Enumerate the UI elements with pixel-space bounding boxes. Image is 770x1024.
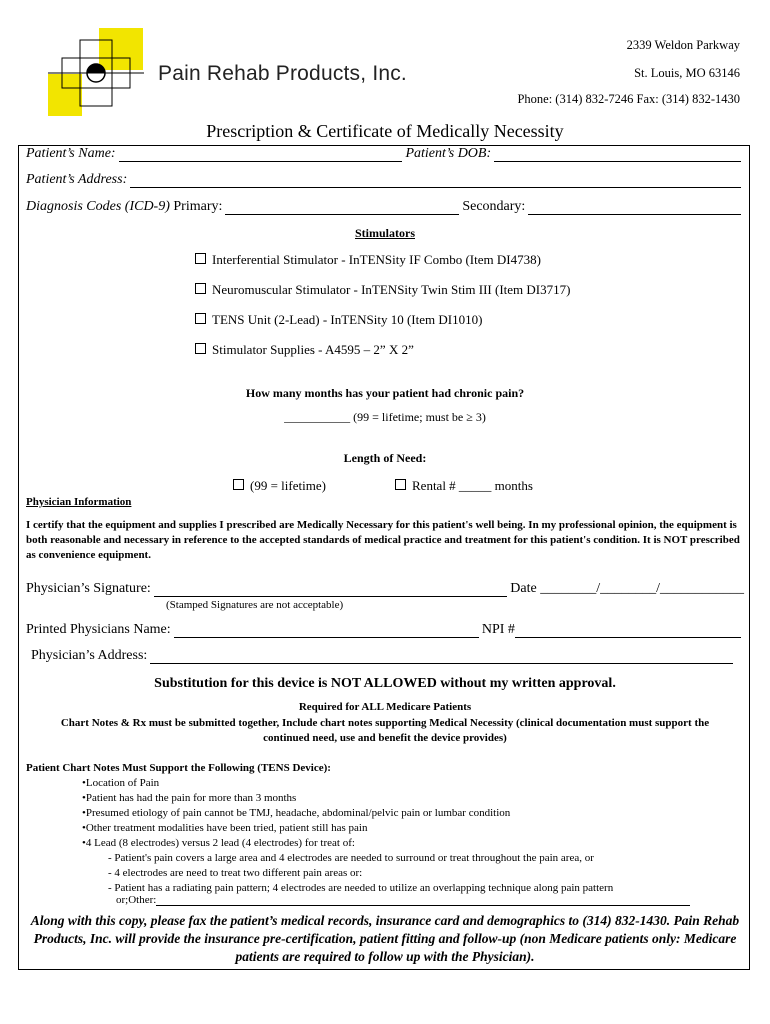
address-line1: 2339 Weldon Parkway bbox=[626, 38, 740, 52]
other-field[interactable] bbox=[156, 895, 690, 906]
company-name: Pain Rehab Products, Inc. bbox=[158, 62, 407, 85]
patient-dob-label: Patient’s DOB: bbox=[405, 146, 492, 161]
lead-reasons-list bbox=[108, 851, 613, 896]
checkbox[interactable] bbox=[195, 253, 206, 264]
pain-question: How many months has your patient had chronic pain? bbox=[245, 386, 525, 400]
stimulator-label: TENS Unit (2-Lead) - InTENSity 10 (Item DI1010) bbox=[212, 312, 483, 327]
printed-name-label: Printed Physicians Name: bbox=[26, 622, 171, 637]
other-label: or;Other: bbox=[116, 894, 157, 906]
stimulators-heading: Stimulators bbox=[355, 226, 415, 240]
chart-notes-list bbox=[82, 776, 510, 851]
pain-months-field[interactable]: ___________ (99 = lifetime; must be ≥ 3) bbox=[284, 410, 486, 424]
patient-dob-field[interactable] bbox=[494, 149, 741, 162]
list-item: - 4 electrodes are need to treat two different pain areas or: bbox=[108, 866, 613, 881]
diagnosis-row bbox=[26, 199, 744, 215]
signature-label: Physician’s Signature: bbox=[26, 581, 151, 596]
phone-fax: Phone: (314) 832-7246 Fax: (314) 832-1430 bbox=[517, 92, 740, 106]
stimulator-option-2[interactable] bbox=[195, 282, 570, 298]
list-item: • Presumed etiology of pain cannot be TMJ, headache, abdominal/pelvic pain or lumbar condition bbox=[82, 806, 510, 821]
stimulator-option-3[interactable] bbox=[195, 312, 482, 328]
checkbox[interactable] bbox=[195, 343, 206, 354]
secondary-code-field[interactable] bbox=[528, 202, 741, 215]
patient-name-label: Patient’s Name: bbox=[26, 146, 116, 161]
stimulator-label: Neuromuscular Stimulator - InTENSity Twin Stim III (Item DI3717) bbox=[212, 282, 571, 297]
patient-name-field[interactable] bbox=[119, 149, 403, 162]
list-item: • Other treatment modalities have been tried, patient still has pain bbox=[82, 821, 510, 836]
checkbox[interactable] bbox=[195, 283, 206, 294]
printed-name-row bbox=[26, 622, 744, 638]
physician-address-row bbox=[31, 648, 736, 664]
signature-row bbox=[26, 581, 744, 597]
list-item: • Patient has had the pain for more than 3 months bbox=[82, 791, 510, 806]
certification-text: I certify that the equipment and supplies I prescribed are Medically Necessary for this patient's well being. In my professional opinion, the equipment is both reasonable and necessary in reference to the accepted standards of medical practice and treatment for this patient's condition. It is NOT prescribed as convenience equipment. bbox=[26, 519, 740, 561]
checkbox[interactable] bbox=[395, 479, 406, 490]
secondary-label: Secondary: bbox=[462, 199, 526, 214]
primary-label: Primary: bbox=[173, 199, 223, 214]
stimulator-label: Interferential Stimulator - InTENSity IF Combo (Item DI4738) bbox=[212, 252, 541, 267]
required-details: Chart Notes & Rx must be submitted together, Include chart notes supporting Medical Necessity (clinical documentation must support the continued need, use and benefit the device provides) bbox=[60, 717, 710, 744]
length-rental-option[interactable] bbox=[395, 478, 533, 494]
length-heading: Length of Need: bbox=[343, 451, 427, 465]
other-row bbox=[116, 894, 690, 906]
date-field[interactable]: Date ________/________/____________ bbox=[510, 581, 744, 596]
chart-notes-heading: Patient Chart Notes Must Support the Following (TENS Device): bbox=[26, 762, 331, 774]
printed-name-field[interactable] bbox=[174, 625, 479, 638]
footer-instructions: Along with this copy, please fax the patient’s medical records, insurance card and demographics to (314) 832-1430. Pain Rehab Products, Inc. will provide the insurance pre-certification, patient fitting and follow-up (non Medicare patients only: Medicare patients are required to follow up with the Physician). bbox=[30, 913, 740, 964]
npi-label: NPI # bbox=[481, 622, 515, 637]
primary-code-field[interactable] bbox=[225, 202, 459, 215]
patient-address-row bbox=[26, 172, 744, 188]
required-medicare: Required for ALL Medicare Patients bbox=[298, 701, 472, 713]
substitution-notice: Substitution for this device is NOT ALLOWED without my written approval. bbox=[154, 676, 616, 691]
company-logo bbox=[46, 28, 146, 118]
list-item: • Location of Pain bbox=[82, 776, 510, 791]
stimulator-option-1[interactable] bbox=[195, 252, 541, 268]
checkbox[interactable] bbox=[233, 479, 244, 490]
physician-address-label: Physician’s Address: bbox=[31, 648, 148, 663]
stimulator-label: Stimulator Supplies - A4595 – 2” X 2” bbox=[212, 342, 414, 357]
length-option-label: (99 = lifetime) bbox=[250, 478, 326, 493]
patient-address-label: Patient’s Address: bbox=[26, 172, 128, 187]
npi-field[interactable] bbox=[515, 625, 741, 638]
patient-name-row bbox=[26, 146, 744, 162]
stimulator-option-4[interactable] bbox=[195, 342, 414, 358]
length-option-label: Rental # _____ months bbox=[412, 478, 533, 493]
list-item: • 4 Lead (8 electrodes) versus 2 lead (4 electrodes) for treat of: bbox=[82, 836, 510, 851]
physician-address-field[interactable] bbox=[150, 651, 733, 664]
list-item: - Patient's pain covers a large area and 4 electrodes are needed to surround or treat throughout the pain area, or bbox=[108, 851, 613, 866]
address-line2: St. Louis, MO 63146 bbox=[634, 66, 740, 80]
patient-address-field[interactable] bbox=[130, 175, 741, 188]
signature-field[interactable] bbox=[154, 584, 507, 597]
list-item: - Patient has a radiating pain pattern; 4 electrodes are needed to utilize an overlapping technique along pain pattern bbox=[108, 881, 613, 896]
diagnosis-label: Diagnosis Codes (ICD-9) bbox=[26, 199, 170, 214]
checkbox[interactable] bbox=[195, 313, 206, 324]
form-title: Prescription & Certificate of Medically Necessity bbox=[206, 121, 564, 141]
physician-info-heading: Physician Information bbox=[26, 496, 132, 508]
stamp-note: (Stamped Signatures are not acceptable) bbox=[166, 599, 344, 611]
length-lifetime-option[interactable] bbox=[233, 478, 326, 494]
